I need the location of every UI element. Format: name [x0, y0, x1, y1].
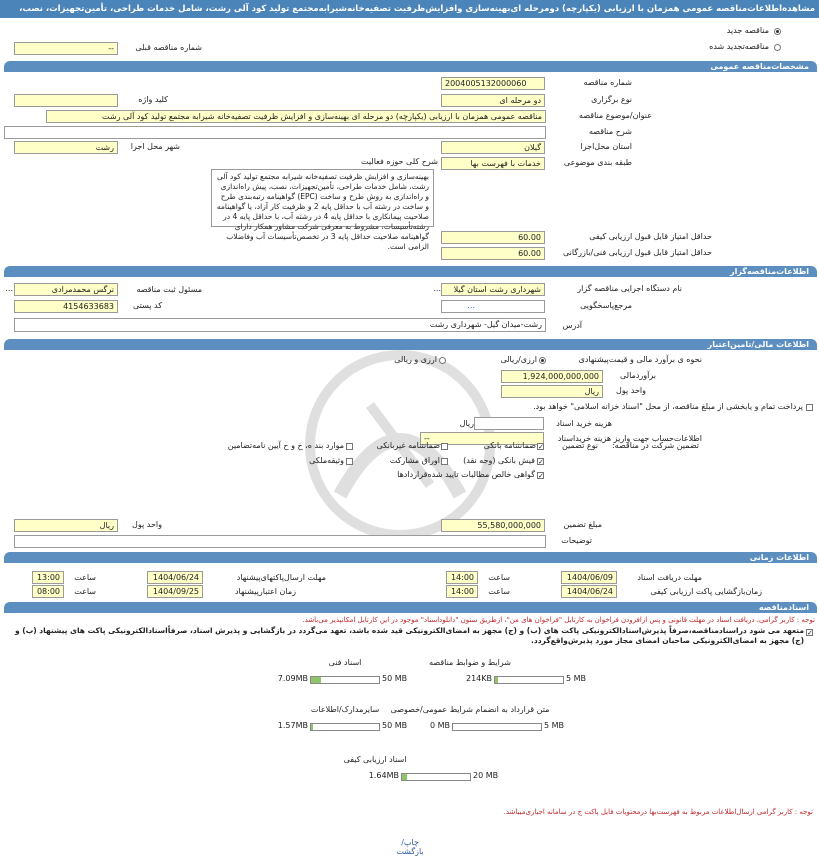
signature-commit-checkbox[interactable]: ✓: [807, 629, 813, 637]
min-tech-score-field[interactable]: 60.00: [441, 247, 545, 260]
document-title: اسناد فنی: [328, 658, 362, 667]
document-max-size: 20 MB: [473, 771, 499, 780]
keyword-label: کلید واژه: [138, 95, 168, 104]
registrar-more-link[interactable]: ...: [5, 284, 13, 293]
open-time-label: ساعت: [488, 587, 510, 596]
guarantee-claims-label: گواهی خالص مطالبات تایید شده‌قراردادها: [397, 470, 535, 479]
organization-field[interactable]: شهرداری رشت استان گیلا: [441, 283, 545, 296]
print-link[interactable]: چاپ: [403, 838, 419, 847]
submit-date-field[interactable]: 1404/06/24: [147, 571, 203, 584]
treasury-label: پرداخت تمام و یابخشی از مبلغ مناقصه، از محل "اسناد خزانه اسلامی" خواهد بود.: [533, 402, 803, 411]
registrar-field[interactable]: نرگس محمدمرادی: [14, 283, 118, 296]
document-progress-bar: [310, 676, 380, 684]
subject-field[interactable]: مناقصه عمومی همزمان با ارزیابی (یکپارچه) دو مرحله ای بهینه‌سازی و افزایش ظرفیت تصفیه‌خانه شیرابه مجتمع تولید کود آلی رشت: [46, 110, 546, 123]
document-title: متن قرارداد به انضمام شرایط عمومی/خصوصی: [390, 705, 550, 714]
guarantee-property-checkbox[interactable]: [346, 458, 353, 465]
notes-field[interactable]: [14, 535, 546, 548]
renewed-tender-radio[interactable]: [774, 44, 781, 51]
validity-date-field[interactable]: 1404/09/25: [147, 585, 203, 598]
min-quality-score-label: حداقل امتیاز قابل قبول ارزیابی کیفی: [589, 232, 712, 241]
guarantee-cash-label: فیش بانکی (وجه نقد): [463, 456, 535, 465]
guarantee-nonbank-label: ضمانتنامه غیربانکی: [376, 441, 440, 450]
responder-field[interactable]: [441, 300, 545, 313]
guarantee-bonds-checkbox[interactable]: [441, 458, 448, 465]
section-finance: اطلاعات مالی/تامین‌اعتبار: [4, 339, 817, 350]
new-tender-radio[interactable]: [774, 28, 781, 35]
guarantee-clause-checkbox[interactable]: [346, 443, 353, 450]
currency-field[interactable]: ریال: [501, 385, 603, 398]
receive-label: مهلت دریافت اسناد: [637, 573, 702, 582]
estimate-fx-label: ارزی و ریالی: [394, 355, 437, 364]
address-label: آدرس: [562, 321, 582, 330]
new-tender-label: مناقصه جدید: [726, 26, 769, 35]
postal-code-field[interactable]: 4154633683: [14, 300, 118, 313]
category-field[interactable]: خدمات با فهرست بها: [441, 157, 545, 170]
document-max-size: 50 MB: [382, 674, 408, 683]
section-general: مشخصات‌مناقصه عمومی: [4, 61, 817, 72]
footer-notice: توجه : کاربر گرامی ارسال‌اطلاعات مربوط به فهرست‌بها درمحتویات فایل پاکت ج در سامانه اجباری‌میباشد.: [503, 808, 813, 816]
document-size: 7.09MB: [277, 674, 308, 683]
document-progress-fill: [311, 724, 313, 730]
guarantee-bank-checkbox[interactable]: ✓: [538, 443, 544, 451]
prev-tender-number-label: شماره مناقصه قبلی: [135, 43, 202, 52]
receive-time-field[interactable]: 14:00: [446, 571, 478, 584]
document-size: 0 MB: [429, 721, 450, 730]
guarantee-nonbank-checkbox[interactable]: [441, 443, 448, 450]
province-label: استان محل‌اجرا: [580, 142, 632, 151]
receive-time-label: ساعت: [488, 573, 510, 582]
procedure-field[interactable]: دو مرحله ای: [441, 94, 545, 107]
estimate-rial-radio[interactable]: [539, 357, 546, 364]
tender-number-field[interactable]: 2004005132000060: [441, 77, 545, 90]
guarantee-bonds-label: اوراق مشارکت: [389, 456, 440, 465]
guarantee-property-label: وثیقه‌ملکی: [309, 456, 344, 465]
procedure-label: نوع برگزاری: [591, 95, 632, 104]
estimate-method-label: نحوه ی برآورد مالی و قیمت‌پیشنهادی: [578, 355, 702, 364]
document-progress-fill: [402, 774, 407, 780]
guarantee-cash-checkbox[interactable]: ✓: [538, 458, 544, 466]
submit-label: مهلت ارسال‌پاکتهای‌پیشنهاد: [236, 573, 326, 582]
guarantee-currency-field[interactable]: ریال: [14, 519, 118, 532]
download-notice: توجه : کاربر گرامی، دریافت اسناد در مهلت قانونی و پس ازافزودن فراخوان به کارتابل "فراخوان های من"، ازطریق ستون "دانلوداسناد" موجود در این کارتابل امکانپذیر می‌باشد.: [302, 616, 815, 624]
submit-time-label: ساعت: [74, 573, 96, 582]
document-size: 1.57MB: [277, 721, 308, 730]
keyword-field[interactable]: [14, 94, 118, 107]
document-title: سایرمدارک/اطلاعات: [310, 705, 380, 714]
description-label: شرح مناقصه: [588, 127, 632, 136]
treasury-checkbox[interactable]: [806, 404, 813, 411]
guarantee-label: تضمین شرکت در مناقصه:: [611, 441, 699, 450]
prev-tender-number-field[interactable]: --: [14, 42, 118, 55]
validity-time-label: ساعت: [74, 587, 96, 596]
estimate-rial-label: ارزی/ریالی: [500, 355, 537, 364]
subject-label: عنوان/موضوع مناقصه: [579, 111, 652, 120]
validity-time-field[interactable]: 08:00: [32, 585, 64, 598]
estimate-fx-radio[interactable]: [439, 357, 446, 364]
account-info-label: اطلاعات‌حساب جهت واریز هزینه خریداسناد: [557, 434, 702, 443]
doc-cost-field[interactable]: [474, 417, 544, 430]
window-title: مشاهده‌اطلاعات‌مناقصه عمومی همزمان با ارزیابی (یکپارچه) دومرحله ای‌بهینه‌سازی وافزایش‌ظرفیت تصفیه‌خانه‌شیرابه‌مجتمع تولید کود آلی رشت، شامل خدمات طراحی، تأمین‌تجهیزات، نصب،: [0, 0, 819, 18]
guarantee-clause-label: موارد بند ه، خ و ح آیین نامه‌تضامین: [227, 441, 344, 450]
estimated-amount-label: برآوردمالی: [620, 371, 656, 380]
open-time-field[interactable]: 14:00: [446, 585, 478, 598]
document-progress-fill: [311, 677, 321, 683]
section-organizer: اطلاعات‌مناقصه‌گزار: [4, 266, 817, 277]
notes-label: توضیحات: [561, 536, 592, 545]
min-tech-score-label: حداقل امتیاز قابل قبول ارزیابی فنی/بازرگانی: [563, 248, 712, 257]
link-separator: /: [401, 838, 404, 847]
open-label: زمان‌بازگشایی پاکت ارزیابی کیفی: [650, 587, 762, 596]
section-timing: اطلاعات زمانی: [4, 552, 817, 563]
document-max-size: 5 MB: [566, 674, 587, 683]
document-max-size: 50 MB: [382, 721, 408, 730]
guarantee-type-label: نوع تضمین: [562, 441, 598, 450]
signature-commit-text: متعهد می شود دراسنادمناقصه،صرفاً پذیرش‌اسنادالکترونیکی پاکت های (ب) و (ج) مجهز به امضای‌الکترونیکی قید شده باشد، تعهد می‌گردد در بازگشایی و پذیرش اسناد، صرفاً‌اسنادالکترونیکی پاکت های پیشنهاد (ب) و (ج) مجهز به امضای‌الکترونیکی صاحبان امضای مجاز مورد پذیرش‌واقع‌گردد.: [15, 626, 804, 645]
tender-number-label: شماره مناقصه: [583, 78, 632, 87]
category-label: طبقه بندی موضوعی: [563, 158, 632, 167]
document-title: شرایط و ضوابط مناقصه: [429, 658, 511, 667]
registrar-label: مسئول ثبت مناقصه: [136, 285, 202, 294]
province-field[interactable]: گیلان: [441, 141, 545, 154]
guarantee-amount-label: مبلغ تضمین: [563, 520, 602, 529]
city-label: شهر محل اجرا: [130, 142, 180, 151]
open-date-field[interactable]: 1404/06/24: [561, 585, 617, 598]
account-info-field[interactable]: --: [420, 432, 544, 445]
validity-label: زمان اعتبارپیشنهاد: [234, 587, 296, 596]
address-field[interactable]: رشت-میدان گیل- شهرداری رشت: [14, 318, 546, 332]
doc-cost-label: هزینه خرید اسناد: [556, 419, 612, 428]
back-link[interactable]: بازگشت: [396, 847, 424, 856]
postal-code-label: کد پستی: [133, 301, 162, 310]
min-quality-score-field[interactable]: 60.00: [441, 231, 545, 244]
doc-cost-unit: ریال: [459, 419, 474, 428]
estimated-amount-field[interactable]: 1,924,000,000,000: [501, 370, 603, 383]
responder-label: مرجع‌پاسخگویی: [580, 301, 632, 310]
document-title: اسناد ارزیابی کیفی: [343, 755, 407, 764]
document-progress-bar: [401, 773, 471, 781]
document-max-size: 5 MB: [544, 721, 565, 730]
guarantee-currency-label: واحد پول: [132, 520, 162, 529]
city-field[interactable]: رشت: [14, 141, 118, 154]
document-progress-bar: [310, 723, 380, 731]
submit-time-field[interactable]: 13:00: [32, 571, 64, 584]
guarantee-claims-checkbox[interactable]: ✓: [538, 472, 544, 480]
document-progress-bar: [494, 676, 564, 684]
document-progress-bar: [452, 723, 542, 731]
footer-links: [388, 838, 432, 856]
guarantee-amount-field[interactable]: 55,580,000,000: [441, 519, 545, 532]
document-size: 214KB: [465, 674, 492, 683]
description-field[interactable]: [4, 126, 546, 139]
guarantee-bank-label: ضمانتنامه بانکی: [483, 441, 536, 450]
organization-label: نام دستگاه اجرایی مناقصه گزار: [577, 284, 682, 293]
document-progress-fill: [495, 677, 498, 683]
renewed-tender-label: مناقصه‌تجدید شده: [709, 42, 769, 51]
organization-more-link[interactable]: ...: [433, 284, 441, 293]
currency-label: واحد پول: [616, 386, 646, 395]
document-size: 1.64MB: [368, 771, 399, 780]
receive-date-field[interactable]: 1404/06/09: [561, 571, 617, 584]
activity-scope-label: شرح کلی حوزه فعالیت: [361, 157, 438, 166]
responder-more-link[interactable]: ...: [467, 301, 475, 310]
section-documents: اسنادمناقصه: [4, 602, 817, 613]
activity-scope-text[interactable]: بهینه‌سازی و افزایش ظرفیت تصفیه‌خانه شیرابه مجتمع تولید کود آلی رشت، شامل خدمات طراحی، تأمین‌تجهیزات، نصب، پیش راه‌اندازی و راه‌اندازی به روش طرح و ساخت (EPC) گواهینامه رتبه‌بندی طرح و ساخت در رشته آب با حداقل پایه 2 و ظرفیت کار آزاد، یا گواهینامه صلاحیت پیمانکاری با حداقل پایه 4 در رشته آب، با حداقل پایه 4 در رشته‌تأسیسات، مشروط به معرفی شرکت مشاور همکار دارای گواهینامه صلاحیت حداقل پایه 3 در تخصص‌تأسیسات آب وفاضلاب الزامی است.: [211, 169, 434, 227]
